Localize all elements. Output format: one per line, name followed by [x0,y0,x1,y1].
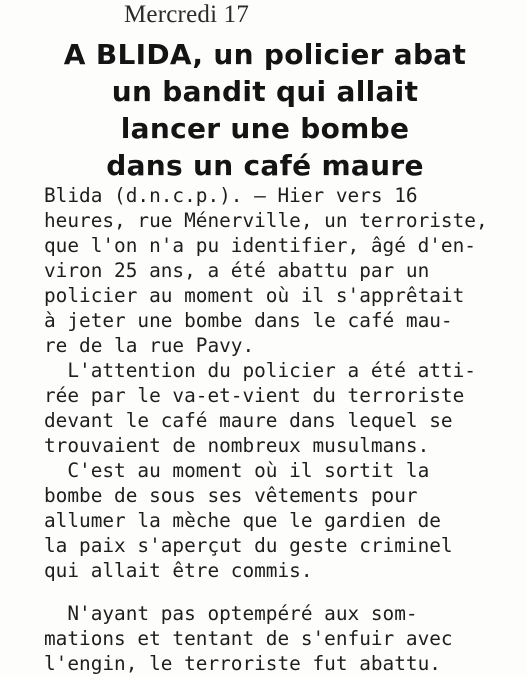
headline [40,36,490,184]
article-body [44,183,502,676]
body-line: la paix s'aperçut du geste criminel [44,534,453,557]
headline-line: A BLIDA, un policier abat [63,38,467,71]
body-line: L'attention du policier a été atti- [44,359,476,382]
body-line: à jeter une bombe dans le café mau- [44,309,453,332]
headline-line: lancer une bombe [120,112,410,145]
body-line: trouvaient de nombreux musulmans. [44,434,430,457]
body-line: Blida (d.n.c.p.). — Hier vers 16 [44,184,418,207]
body-line: viron 25 ans, a été abattu par un [44,259,430,282]
body-line: bombe de sous ses vêtements pour [44,484,418,507]
body-line: rée par le va-et-vient du terroriste [44,384,465,407]
body-line: qui allait être commis. [44,559,313,582]
body-line: heures, rue Ménerville, un terroriste, [44,209,488,232]
headline-line: un bandit qui allait [111,75,419,108]
body-line: l'engin, le terroriste fut abattu. [44,652,441,675]
headline-line: dans un café maure [106,149,424,182]
body-line: C'est au moment où il sortit la [44,459,430,482]
body-line: N'ayant pas optempéré aux som- [44,602,418,625]
body-line: que l'on n'a pu identifier, âgé d'en- [44,234,476,257]
body-line: devant le café maure dans lequel se [44,409,453,432]
body-line: mations et tentant de s'enfuir avec [44,627,453,650]
paragraph-gap [44,583,502,601]
date-line: Mercredi 17 [124,1,250,28]
body-line: re de la rue Pavy. [44,334,255,357]
body-line: allumer la mèche que le gardien de [44,509,441,532]
body-line: policier au moment où il s'apprêtait [44,284,465,307]
